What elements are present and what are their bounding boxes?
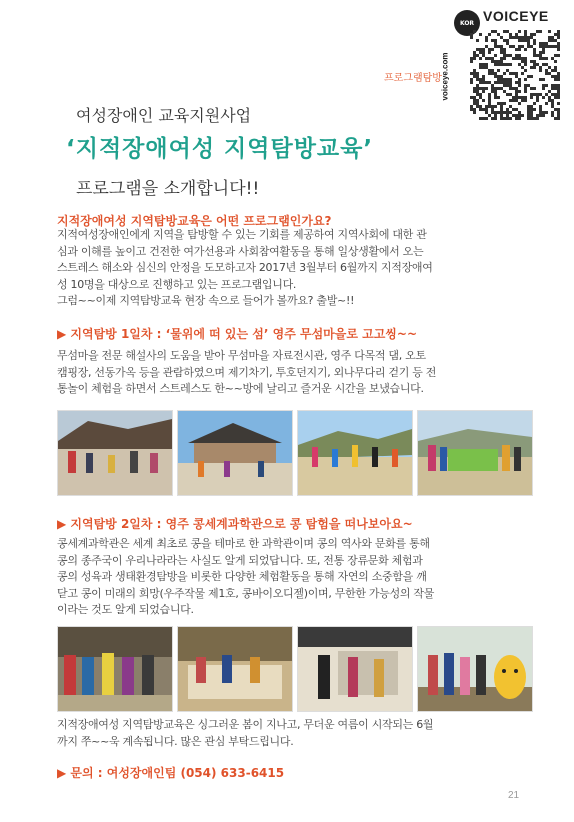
question-paragraph bbox=[57, 227, 522, 310]
text-line: 캠핑장, 선동가옥 등을 관람하였으며 제기차기, 투호던지기, 외나무다리 걷기 등 전 bbox=[57, 365, 437, 379]
text-line: 지적장애여성 지역탐방교육은 싱그러운 봄이 지나고, 무더운 여름이 시작되는 6월 bbox=[57, 718, 434, 731]
badge-text: KOR bbox=[459, 19, 475, 27]
text-line: 심과 이해를 높이고 건전한 여가선용과 사회참여활동을 통해 일상생활에서 오는 bbox=[57, 244, 424, 258]
day1-photo-4 bbox=[417, 410, 533, 496]
text-line: 스트레스 해소와 심신의 안정을 도모하고자 2017년 3월부터 6월까지 지적장애여 bbox=[57, 261, 433, 274]
text-line: 이라는 것도 알게 되었습니다. bbox=[57, 603, 194, 616]
voiceye-url bbox=[440, 40, 469, 120]
day2-photo-2 bbox=[177, 626, 293, 712]
text-line: 콩의 종주국이 우리나라라는 사실도 알게 되었답니다. 또, 전통 장류문화 체험과 bbox=[57, 553, 423, 567]
closing-paragraph bbox=[57, 717, 522, 750]
intro-subtitle: 여성장애인 교육지원사업 bbox=[76, 106, 252, 125]
contact-info: ▶ 문의 : 여성장애인팀 (054) 633-6415 bbox=[57, 766, 285, 780]
text-line: 콩의 성육과 생태환경탐방을 비롯한 다양한 체험활동을 통해 자연의 소중함을 깨 bbox=[57, 570, 427, 583]
day1-photo-1 bbox=[57, 410, 173, 496]
day1-photo-2 bbox=[177, 410, 293, 496]
text-line: 그럼~~이제 지역탐방교육 현장 속으로 들어가 볼까요? 출발~!! bbox=[57, 294, 355, 307]
text-line: 통놀이 체험을 하면서 스트레스도 한~~방에 날리고 즐거운 시간을 보냈습니다. bbox=[57, 382, 424, 395]
voiceye-logo: VOICEYE bbox=[483, 8, 549, 24]
text-line: 콩세계과학관은 세계 최초로 콩을 테마로 한 과학관이며 콩의 역사와 문화를 통해 bbox=[57, 537, 430, 550]
page-title: ‘지적장애여성 지역탐방교육’ bbox=[66, 136, 374, 162]
program-tag: 프로그램탐방 bbox=[384, 73, 442, 84]
day1-paragraph bbox=[57, 348, 522, 398]
day1-heading: ▶ 지역탐방 1일차 : ‘물위에 떠 있는 섬’ 영주 무섬마을로 고고씽~~ bbox=[57, 327, 417, 341]
day2-heading: ▶ 지역탐방 2일차 : 영주 콩세계과학관으로 콩 탐험을 떠나보아요~ bbox=[57, 517, 413, 531]
day1-photo-row bbox=[57, 410, 533, 496]
question-heading: 지적장애여성 지역탐방교육은 어떤 프로그램인가요? bbox=[57, 214, 332, 228]
text-line: 닫고 콩이 미래의 희망(우주작물 제1호, 콩바이오디젤)이며, 무한한 가능성의 작물 bbox=[57, 586, 435, 600]
text-line: 지적여성장애인에게 지역을 탐방할 수 있는 기회를 제공하여 지역사회에 대한 관 bbox=[57, 228, 427, 241]
text-line: 까지 쭈~~욱 계속됩니다. 많은 관심 부탁드립니다. bbox=[57, 734, 294, 748]
text-line: 성 10명을 대상으로 진행하고 있는 프로그램입니다. bbox=[57, 277, 297, 291]
day2-paragraph bbox=[57, 536, 522, 619]
page-number: 21 bbox=[508, 790, 520, 801]
day1-photo-3 bbox=[297, 410, 413, 496]
day2-photo-1 bbox=[57, 626, 173, 712]
intro-tagline: 프로그램을 소개합니다!! bbox=[76, 179, 260, 199]
day2-photo-row bbox=[57, 626, 533, 712]
text-line: 무섬마을 전문 해설사의 도움을 받아 무섬마을 자료전시관, 영주 다목적 댐, 오토 bbox=[57, 349, 426, 362]
voiceye-url-text: voiceye.com bbox=[440, 52, 450, 101]
qr-code-icon bbox=[470, 30, 560, 120]
day2-photo-3 bbox=[297, 626, 413, 712]
qr-pattern bbox=[470, 30, 560, 120]
day2-photo-4 bbox=[417, 626, 533, 712]
